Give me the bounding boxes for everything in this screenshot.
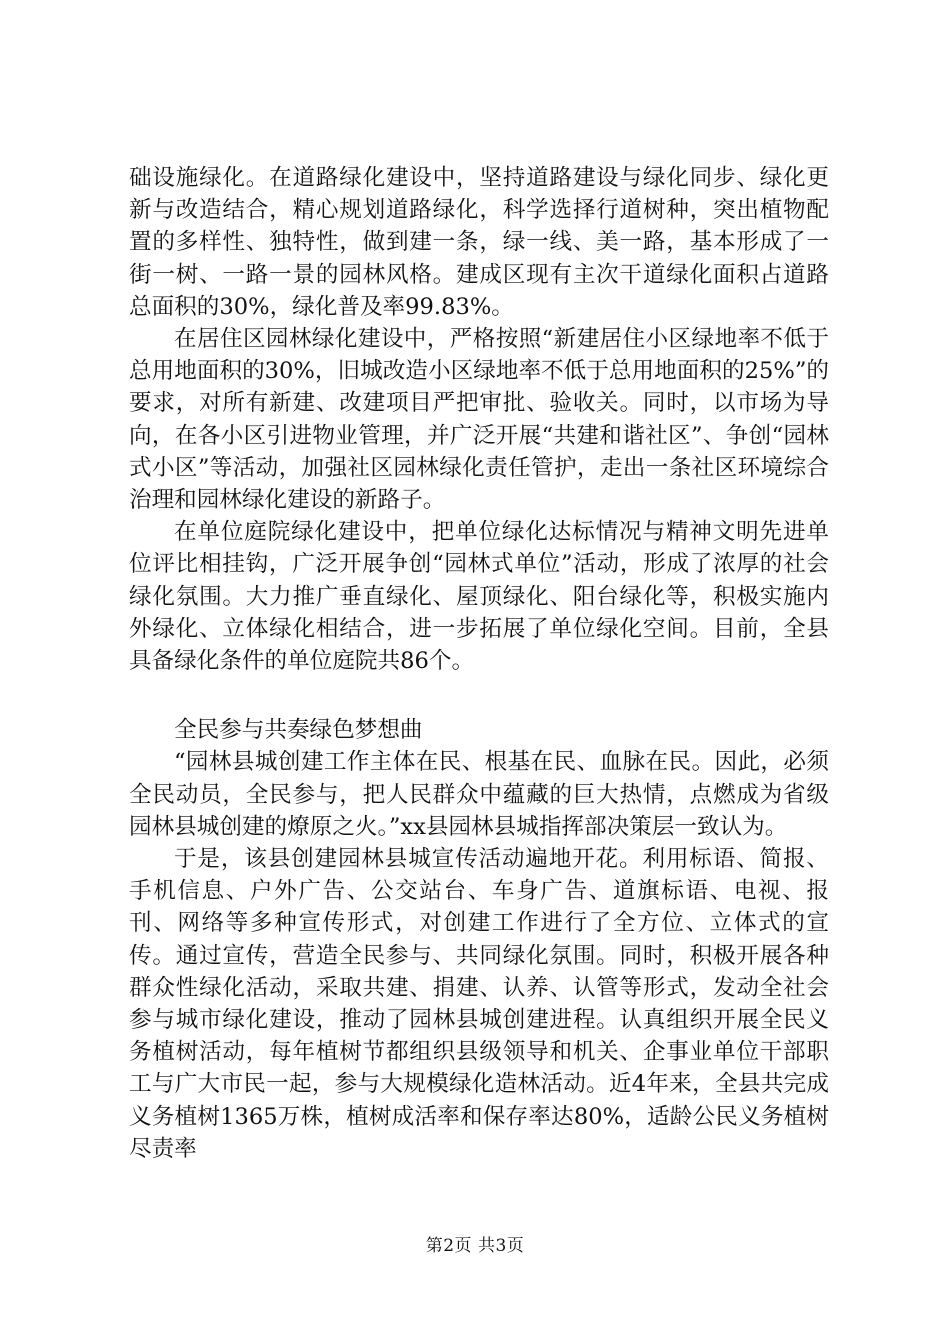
page-footer: 第2页 共3页 [425,1236,525,1256]
paragraph-publicity-activities: 于是，该县创建园林县城宣传活动遍地开花。利用标语、简报、手机信息、户外广告、公交站台、车身广告、道旗标语、电视、报刊、网络等多种宣传形式，对创建工作进行了全方位、立体式的宣传。通过宣传，营造全民参与、共同绿化氛围。同时，积极开展各种群众性绿化活动，采取共建、捐建、认养、认管等形式，发动全社会参与城市绿化建设，推动了园林县城创建进程。认真组织开展全民义务植树活动，每年植树节都组织县级领导和机关、企事业单位干部职工与广大市民一起，参与大规模绿化造林活动。近4年来，全县共完成义务植树1365万株，植树成活率和保存率达80%，适龄公民义务植树尽责率 [129,846,829,1162]
paragraph-road-greening: 础设施绿化。在道路绿化建设中，坚持道路建设与绿化同步、绿化更新与改造结合，精心规划道路绿化，科学选择行道树种，突出植物配置的多样性、独特性，做到建一条，绿一线、美一路，基本形成了一街一树、一路一景的园林风格。建成区现有主次干道绿化面积占道路总面积的30%，绿化普及率99.83%。 [129,165,829,320]
document-body [129,162,829,1165]
paragraph-residential-greening: 在居住区园林绿化建设中，严格按照“新建居住小区绿地率不低于总用地面积的30%，旧城改造小区绿地率不低于总用地面积的25%”的要求，对所有新建、改建项目严把审批、验收关。同时，以市场为导向，在各小区引进物业管理，并广泛开展“共建和谐社区”、争创“园林式小区”等活动，加强社区园林绿化责任管护，走出一条社区环境综合治理和园林绿化建设的新路子。 [129,326,829,514]
section-spacer [129,677,829,714]
section-heading: 全民参与共奏绿色梦想曲 [174,717,423,744]
paragraph-quote: “园林县城创建工作主体在民、根基在民、血脉在民。因此，必须全民动员，全民参与，把人民群众中蕴藏的巨大热情，点燃成为省级园林县城创建的燎原之火。”xx县园林县城指挥部决策层一致认为。 [129,749,829,840]
paragraph-unit-courtyard-greening: 在单位庭院绿化建设中，把单位绿化达标情况与精神文明先进单位评比相挂钩，广泛开展争创“园林式单位”活动，形成了浓厚的社会绿化氛围。大力推广垂直绿化、屋顶绿化、阳台绿化等，积极实施内外绿化、立体绿化相结合，进一步拓展了单位绿化空间。目前，全县具备绿化条件的单位庭院共86个。 [129,519,829,675]
